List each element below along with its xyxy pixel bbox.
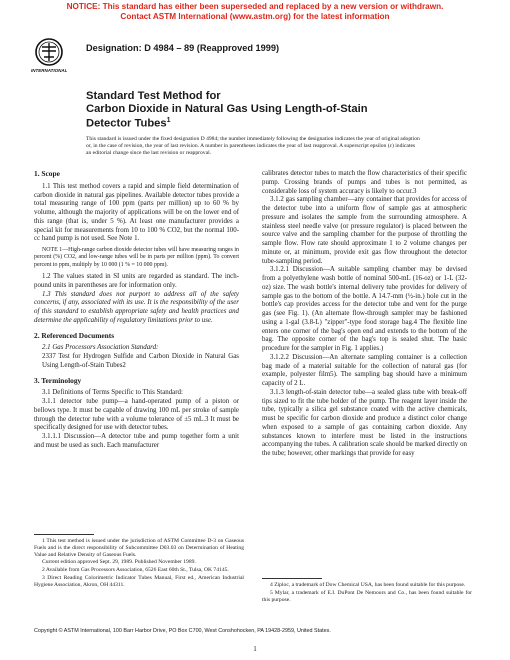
issued-note: This standard is issued under the fixed designation D 4984; the number immediately following the designation indicates the year of original adoption or, in the case of revision, the year of last revision. A number in parentheses indicates the year of last reapproval. A superscript epsilon (ε) indicates an editorial change since the last revision or reapproval. [86, 136, 420, 157]
title-footnote-ref: 1 [166, 117, 171, 124]
designation: Designation: D 4984 – 89 (Reapproved 1999) [86, 43, 280, 53]
page-title [86, 90, 368, 130]
title-line-3 [86, 115, 368, 130]
left-column [34, 170, 239, 451]
para-1-3: 1.3 This standard does not purport to address all of the safety concerns, if any, associated with its use. It is the responsibility of the user of this standard to establish appropriate safety and health practices and determine the applicability of regulatory limitations prior to use. [34, 290, 239, 324]
para-3-1-2-1: 3.1.2.1 Discussion—A suitable sampling chamber may be devised from a polyethylene wash bottle of nominal 500-mL (16-oz) or 1-L (32-oz) size. The wash bottle's internal delivery tube provides for delivery of sample gas to the bottom of the bottle. A 14.7-mm (½-in.) hole cut in the bottle's cap provides access for the detector tube and vent for the purge gas (see Fig. 1). (An alternate flow-through sampler may be fashioned using a 1-gal (3.8-L) "zipper"-type food storage bag.4 The flexible line enters one corner of the bag's open end and extends to the bottom of the bag. The opposite corner of the bag's top is sealed shut. The basic procedure for the sampler in Fig. 1 applies.) [262, 266, 467, 352]
title-line-2: Carbon Dioxide in Natural Gas Using Length-of-Stain [86, 102, 368, 115]
footnote-2: 2 Available from Gas Processors Association, 6526 East 60th St., Tulsa, OK 74145. [42, 567, 229, 574]
footnote-1b: Current edition approved Sept. 29, 1989. Published November 1989. [42, 559, 196, 566]
section-1-heading: 1. Scope [34, 169, 60, 178]
para-3-1: 3.1 Definitions of Terms Specific to This Standard: [42, 389, 183, 397]
footnotes-left [34, 538, 244, 590]
para-3-1-2: 3.1.2 gas sampling chamber—any container that provides for access of the detector tube into a uniform flow of sample gas at atmospheric pressure and isolates the sample from the surrounding atmosphere. A stainless steel needle valve (or pressure regulator) is placed between the source valve and the sampling chamber for the purpose of throttling the sample flow. Flow rate should approximate 1 to 2 volume changes per minute or, at minimum, provide exit gas flow throughout the detector tube-sampling period. [262, 196, 467, 265]
page-number: 1 [253, 645, 257, 653]
logo-text: INTERNATIONAL [31, 68, 68, 73]
para-1-1: 1.1 This test method covers a rapid and simple field determination of carbon dioxide in natural gas pipelines. Available detector tubes provide a total measuring range of 100 ppm (parts per million) up to 60 % by volume, although the majority of applications will be on the lower end of this range (that is, under 5 %). At least one manufacturer provides a special kit for measurements from 10 to 100 % CO2, but the normal 100-cc hand pump is not used. See Note 1. [34, 182, 239, 243]
footnote-3: 3 Direct Reading Colorimetric Indicator Tubes Manual, First ed., American Industrial Hygiene Association, Akron, OH 44311. [34, 574, 244, 588]
para-3-1-2-2: 3.1.2.2 Discussion—An alternate sampling container is a collection bag made of a material suitable for the collection of natural gas (for example, polyester film5). The sampling bag should have a minimum capacity of 2 L. [262, 353, 467, 387]
footnote-rule-right [262, 578, 322, 579]
reference-2337: 2337 Test for Hydrogen Sulfide and Carbon Dioxide in Natural Gas Using Length-of-Stain Tubes2 [42, 353, 239, 369]
notice-line-2: Contact ASTM International (www.astm.org) for the latest information [120, 12, 390, 21]
footnotes-right [262, 582, 472, 604]
copyright: Copyright © ASTM International, 100 Barr Harbor Drive, PO Box C700, West Conshohocken, PA 19428-2959, United States. [34, 628, 331, 634]
footnote-4: 4 Ziploc, a trademark of Dow Chemical USA, has been found suitable for this purpose. [270, 582, 466, 588]
title-line-1: Standard Test Method for [86, 90, 221, 102]
section-3-heading: 3. Terminology [34, 375, 82, 385]
para-3-1-1-1: 3.1.1.1 Discussion—A detector tube and pump together form a unit and must be used as such. Each manufacturer [34, 433, 239, 449]
astm-logo [31, 37, 68, 77]
para-2-1: 2.1 Gas Processors Association Standard: [42, 344, 159, 352]
footnote-1: 1 This test method is issued under the jurisdiction of ASTM Committee D-3 on Gaseous Fuels and is the direct responsibility of Subcommittee D03.03 on Determination of Heating Value and Relative Density of Gaseous Fuels. [34, 538, 244, 558]
right-column [262, 170, 467, 459]
note-1: NOTE 1—High-range carbon dioxide detector tubes will have measuring ranges in percent (%) CO2, and low-range tubes will be in parts per million (ppm). To convert percent to ppm, multiply by 10 000 (1 % = 10 000 ppm). [34, 247, 239, 268]
footnote-5: 5 Mylar, a trademark of E.I. DuPont De Nemours and Co., has been found suitable for this purpose. [262, 589, 472, 603]
para-1-2: 1.2 The values stated in SI units are regarded as standard. The inch-pound units in parentheses are for information only. [34, 273, 239, 289]
section-2-heading: 2. Referenced Documents [34, 330, 115, 340]
title-line-3-text: Detector Tubes [86, 117, 167, 130]
para-3-1-1: 3.1.1 detector tube pump—a hand-operated pump of a piston or bellows type. It must be capable of drawing 100 mL per stroke of sample through the detector tube with a volume tolerance of ±5 mL.3 It must be specifically designed for use with detector tubes. [34, 398, 239, 432]
notice-line-1: NOTICE: This standard has either been superseded and replaced by a new version or withdrawn. [66, 2, 444, 11]
footnote-rule-left [34, 534, 94, 535]
para-3-1-3: 3.1.3 length-of-stain detector tube—a sealed glass tube with break-off tips sized to fit the tube holder of the pump. The reagent layer inside the tube, typically a silica gel substance coated with the active chemicals, must be specific for carbon dioxide and produce a distinct color change when exposed to a sample of gas containing carbon dioxide. Any substances known to interfere must be listed in the instructions accompanying the tubes. A calibration scale should be marked directly on the tube; however, other markings that provide for easy [262, 388, 467, 457]
para-continued: calibrates detector tubes to match the flow characteristics of their specific pump. Crossing brands of pumps and tubes is not permitted, as considerable loss of system accuracy is likely to occur.3 [262, 170, 467, 195]
